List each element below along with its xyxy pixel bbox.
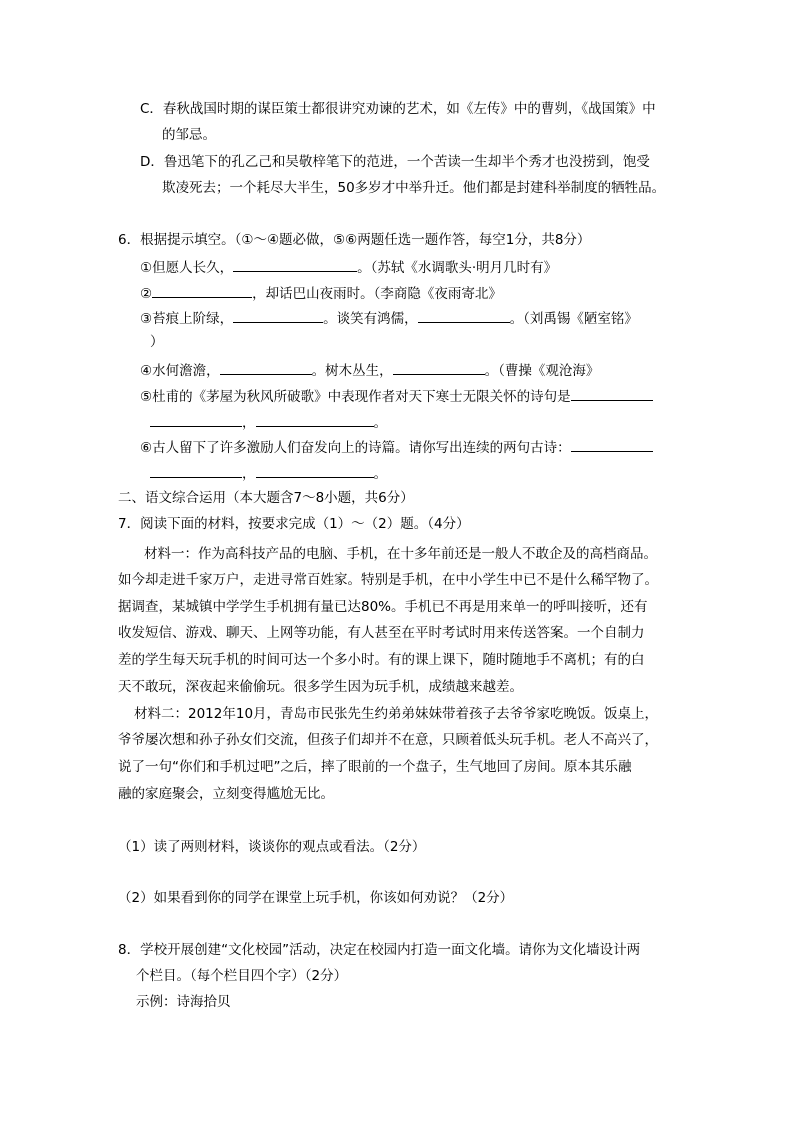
section2-title: 二、语文综合运用（本大题含7～8小题，共6分） xyxy=(118,490,414,506)
q6-item5-blank2[interactable] xyxy=(150,412,242,427)
q6-item1 xyxy=(140,257,557,277)
q7-material1-line: 如今却走进千家万户，走进寻常百姓家。特别是手机，在中小学生中已不是什么稀罕物了。 xyxy=(118,572,658,588)
q6-item4-pre: ④水何澹澹， xyxy=(140,363,220,379)
q6-item5-blank3[interactable] xyxy=(256,412,374,427)
option-c-line1: C．春秋战国时期的谋臣策士都很讲究劝谏的艺术，如《左传》中的曹刿，《战国策》中 xyxy=(140,101,656,117)
q6-item3-close: ） xyxy=(150,334,164,350)
q6-item3-blank1[interactable] xyxy=(233,308,323,323)
q6-item6-blank3[interactable] xyxy=(256,463,374,478)
q7-material2-line: 融的家庭聚会，立刻变得尴尬无比。 xyxy=(118,786,334,802)
q6-item4 xyxy=(140,360,599,380)
q6-title: 6．根据提示填空。（①～④题必做，⑤⑥两题任选一题作答，每空1分，共8分） xyxy=(118,232,591,248)
q6-item4-mid: 。树木丛生， xyxy=(311,363,393,379)
option-d-line2: 欺凌死去；一个耗尽大半生，50多岁才中举升迁。他们都是封建科举制度的牺牲品。 xyxy=(162,180,666,196)
q6-item3-blank2[interactable] xyxy=(418,308,510,323)
q7-material1-line: 材料一：作为高科技产品的电脑、手机，在十多年前还是一般人不敢企及的高档商品。 xyxy=(144,546,657,562)
q6-item3 xyxy=(140,308,638,328)
q6-item3-mid: 。谈笑有鸿儒， xyxy=(323,311,418,327)
q6-item4-blank1[interactable] xyxy=(220,360,312,375)
q7-subquestion-2: （2）如果看到你的同学在课堂上玩手机，你该如何劝说？（2分） xyxy=(118,890,514,906)
q6-item1-blank[interactable] xyxy=(233,257,357,272)
q6-item2-pre: ② xyxy=(140,286,153,302)
q6-item6-text: ⑥古人留下了许多激励人们奋发向上的诗篇。请你写出连续的两句古诗： xyxy=(140,440,571,456)
q6-item6-blank1[interactable] xyxy=(571,437,653,452)
option-d-line1: D．鲁迅笔下的孔乙己和吴敬梓笔下的范进，一个苦读一生却半个秀才也没捞到，饱受 xyxy=(140,154,650,170)
q7-material1-line: 据调查，某城镇中学学生手机拥有量已达80%。手机已不再是用来单一的呼叫接听，还有 xyxy=(118,599,648,615)
q7-material1-line: 收发短信、游戏、聊天、上网等功能，有人甚至在平时考试时用来传送答案。一个自制力 xyxy=(118,625,645,641)
q7-material2-line: 爷爷屡次想和孙子孙女们交流，但孩子们却并不在意，只顾着低头玩手机。老人不高兴了， xyxy=(118,732,658,748)
q6-item2-post: ，却话巴山夜雨时。（李商隐《夜雨寄北》 xyxy=(252,286,502,302)
q8-line1: 8．学校开展创建“文化校园”活动，决定在校园内打造一面文化墙。请你为文化墙设计两 xyxy=(118,942,641,958)
q6-item5-sep: ， xyxy=(242,415,256,431)
q6-item2 xyxy=(140,283,502,303)
q6-item5-cont xyxy=(150,412,387,432)
option-c-line2: 的邹忌。 xyxy=(162,127,216,143)
q6-item6 xyxy=(140,437,653,457)
q7-subquestion-1: （1）读了两则材料，谈谈你的观点或看法。（2分） xyxy=(118,839,426,855)
q6-item5-text: ⑤杜甫的《茅屋为秋风所破歌》中表现作者对天下寒士无限关怀的诗句是 xyxy=(140,389,571,405)
q6-item4-blank2[interactable] xyxy=(393,360,485,375)
q6-item2-blank[interactable] xyxy=(152,283,252,298)
q7-material1-line: 天不敢玩，深夜起来偷偷玩。很多学生因为玩手机，成绩越来越差。 xyxy=(118,679,523,695)
q8-example: 示例：诗海拾贝 xyxy=(136,994,231,1010)
q6-item5-end: 。 xyxy=(373,415,387,431)
q6-item6-cont xyxy=(150,463,387,483)
q7-material1-line: 差的学生每天玩手机的时间可达一个多小时。有的课上课下，随时随地手不离机；有的白 xyxy=(118,652,645,668)
q7-material2-line: 说了一句“你们和手机过吧”之后，摔了眼前的一个盘子，生气地回了房间。原本其乐融 xyxy=(118,759,632,775)
q6-item5-blank1[interactable] xyxy=(571,386,653,401)
q6-item5 xyxy=(140,386,653,406)
q6-item6-blank2[interactable] xyxy=(150,463,242,478)
q7-title: 7．阅读下面的材料，按要求完成（1）～（2）题。（4分） xyxy=(118,516,470,532)
q6-item3-post: 。（刘禹锡《陋室铭》 xyxy=(509,311,638,327)
q8-line2: 个栏目。（每个栏目四个字）（2分） xyxy=(136,968,348,984)
q6-item1-post: 。（苏轼《水调歌头·明月几时有》 xyxy=(357,260,558,276)
q6-item4-post: 。（曹操《观沧海》 xyxy=(484,363,600,379)
q6-item6-sep: ， xyxy=(242,466,256,482)
q6-item6-end: 。 xyxy=(373,466,387,482)
q7-material2-line: 材料二：2012年10月，青岛市民张先生约弟弟妹妹带着孩子去爷爷家吃晚饭。饭桌上， xyxy=(134,706,659,722)
q6-item3-pre: ③苔痕上阶绿， xyxy=(140,311,234,327)
q6-item1-pre: ①但愿人长久， xyxy=(140,260,234,276)
